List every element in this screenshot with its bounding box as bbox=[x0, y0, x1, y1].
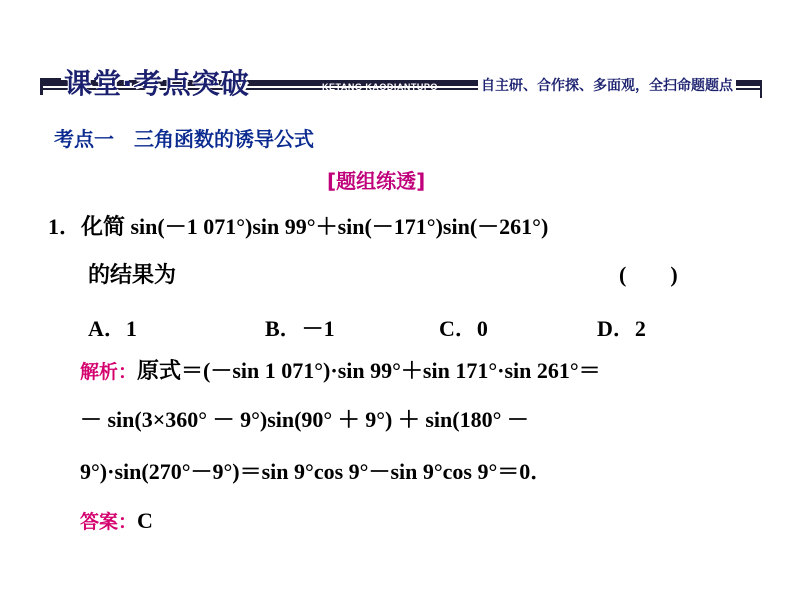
analysis-label: 解析： bbox=[80, 361, 138, 383]
topic-heading: 考点一 三角函数的诱导公式 bbox=[54, 127, 314, 151]
banner-title: 课堂·考点突破 bbox=[64, 67, 250, 100]
analysis-line-3: 9°)·sin(270°－9°)＝sin 9°cos 9°－sin 9°cos 9°＝0． bbox=[80, 459, 553, 484]
question-stem-continuation: 的结果为 bbox=[88, 262, 177, 287]
answer-line bbox=[80, 507, 153, 534]
section-banner bbox=[40, 62, 762, 102]
option-c: C．0 bbox=[439, 316, 488, 341]
banner-subtitle: KETANG KAODIANTUPO bbox=[322, 82, 438, 92]
question-stem: 1．化简 sin(－1 071°)sin 99°＋sin(－171°)sin(－261°) bbox=[48, 214, 549, 239]
analysis-line-1 bbox=[80, 354, 601, 385]
banner-slogan: 自主研、合作探、多面观，全扫命题题点 bbox=[478, 75, 736, 95]
group-title: [题组练透] bbox=[327, 169, 426, 193]
banner-right-hook bbox=[754, 84, 762, 98]
answer-bracket: ( ) bbox=[619, 262, 678, 287]
analysis-text-1: 原式＝(－sin 1 071°)·sin 99°＋sin 171°·sin 261°＝ bbox=[137, 358, 601, 383]
option-b: B．－1 bbox=[265, 316, 335, 341]
answer-value: C bbox=[137, 508, 153, 533]
option-d: D．2 bbox=[597, 316, 646, 341]
banner-left-hook bbox=[40, 78, 61, 95]
option-a: A．1 bbox=[88, 316, 137, 341]
analysis-line-2: － sin(3×360° － 9°)sin(90° ＋ 9°) ＋ sin(180° － bbox=[80, 407, 529, 432]
answer-label: 答案： bbox=[80, 511, 138, 533]
